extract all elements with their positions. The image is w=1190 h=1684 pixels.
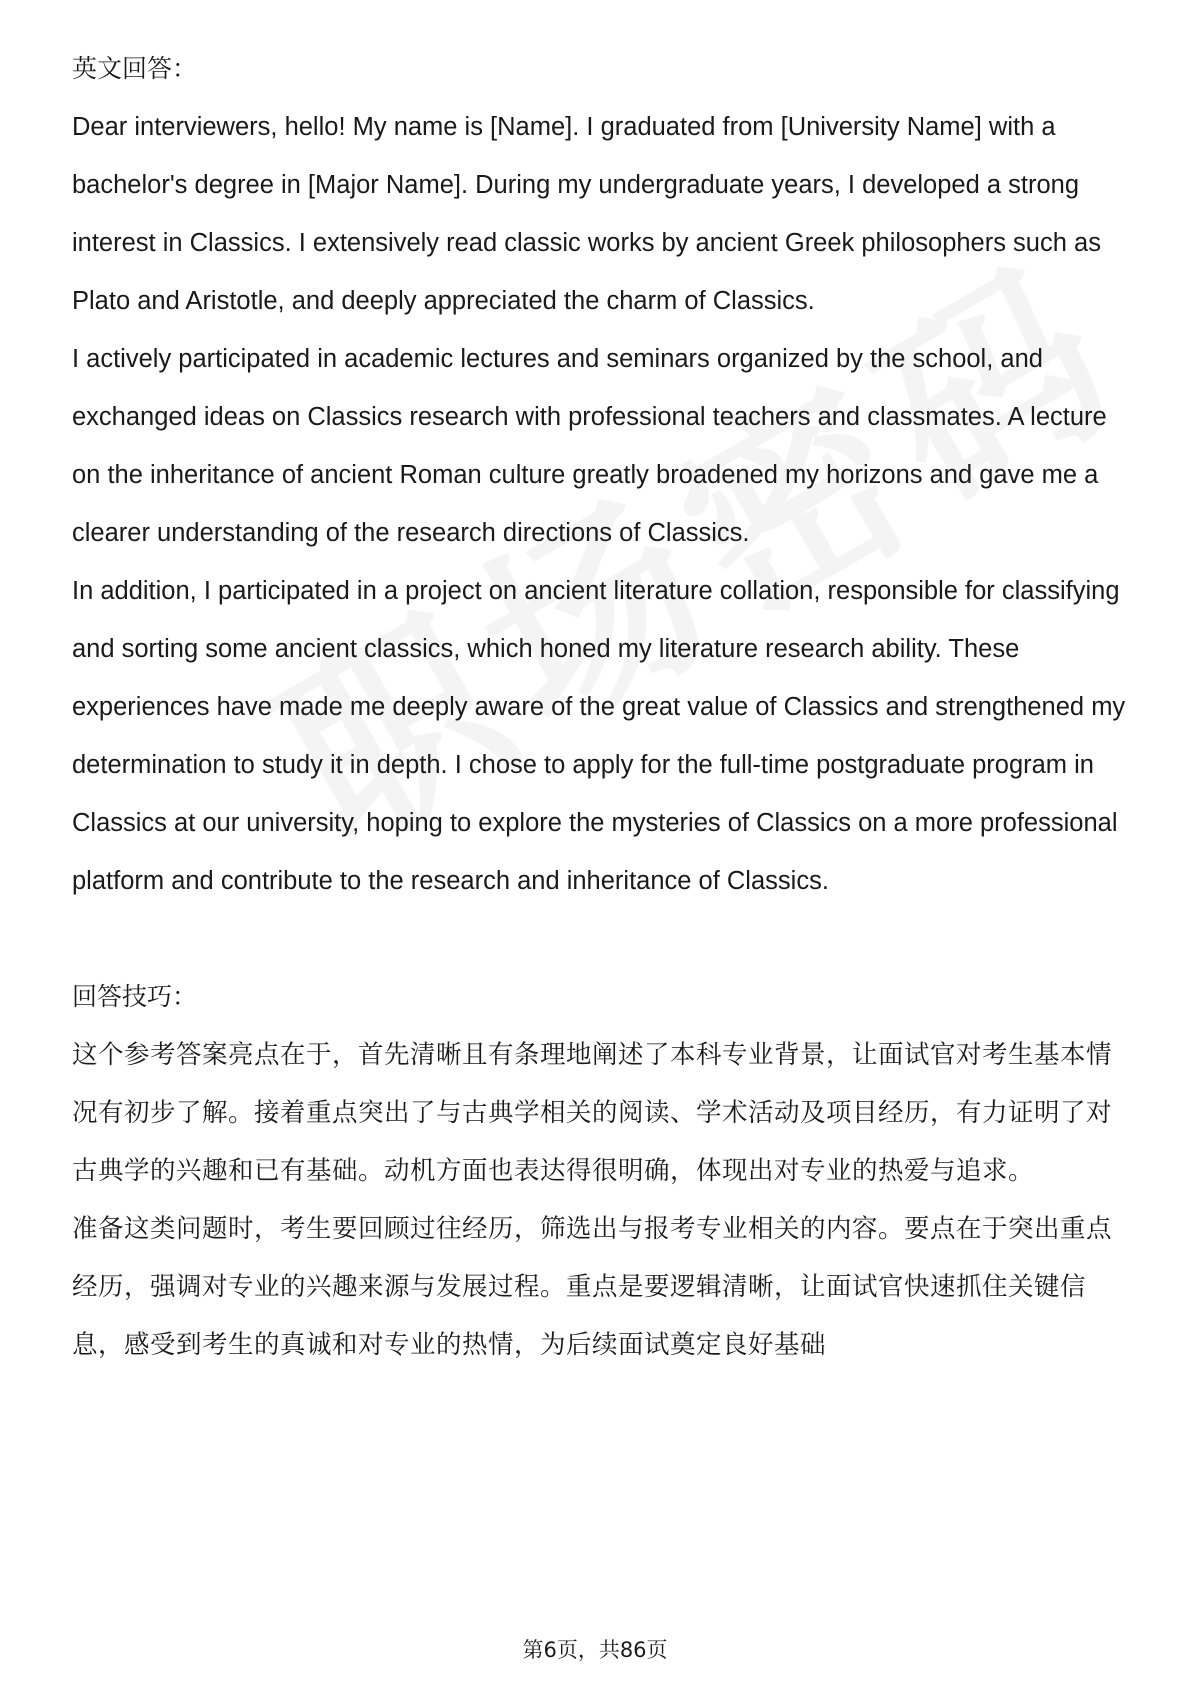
english-paragraph-3: In addition, I participated in a project on ancient literature collation, responsible for classifying and sorting some ancient classics, which honed my literature research ability. These experiences have made me deeply aware of the great value of Classics and strengthened my determination to study it in depth. I chose to apply for the full-time postgraduate program in Classics at our university, hoping to explore the mysteries of Classics on a more professional platform and contribute to the research and inheritance of Classics. (72, 577, 1126, 895)
tips-paragraph-2: 准备这类问题时，考生要回顾过往经历，筛选出与报考专业相关的内容。要点在于突出重点经历，强调对专业的兴趣来源与发展过程。重点是要逻辑清晰，让面试官快速抓住关键信息，感受到考生的真诚和对专业的热情，为后续面试奠定良好基础 (72, 1214, 1113, 1360)
answer-tips-heading: 回答技巧： (72, 982, 198, 1011)
page-number: 第6页，共86页 (522, 1638, 668, 1662)
english-paragraph-2: I actively participated in academic lectures and seminars organized by the school, and exchanged ideas on Classics research with professional teachers and classmates. A lecture on the inheritance of ancient Roman culture greatly broadened my horizons and gave me a clearer understanding of the research directions of Classics. (72, 345, 1107, 547)
section-spacer (72, 910, 1132, 968)
tips-paragraph-1: 这个参考答案亮点在于，首先清晰且有条理地阐述了本科专业背景，让面试官对考生基本情况有初步了解。接着重点突出了与古典学相关的阅读、学术活动及项目经历，有力证明了对古典学的兴趣和已有基础。动机方面也表达得很明确，体现出对专业的热爱与追求。 (72, 1040, 1113, 1186)
english-answer-heading: 英文回答： (72, 54, 198, 83)
english-paragraph-1: Dear interviewers, hello! My name is [Name]. I graduated from [University Name] with a bachelor's degree in [Major Name]. During my undergraduate years, I developed a strong interest in Classics. I extensively read classic works by ancient Greek philosophers such as Plato and Aristotle, and deeply appreciated the charm of Classics. (72, 113, 1101, 315)
page-content (72, 40, 1132, 1374)
